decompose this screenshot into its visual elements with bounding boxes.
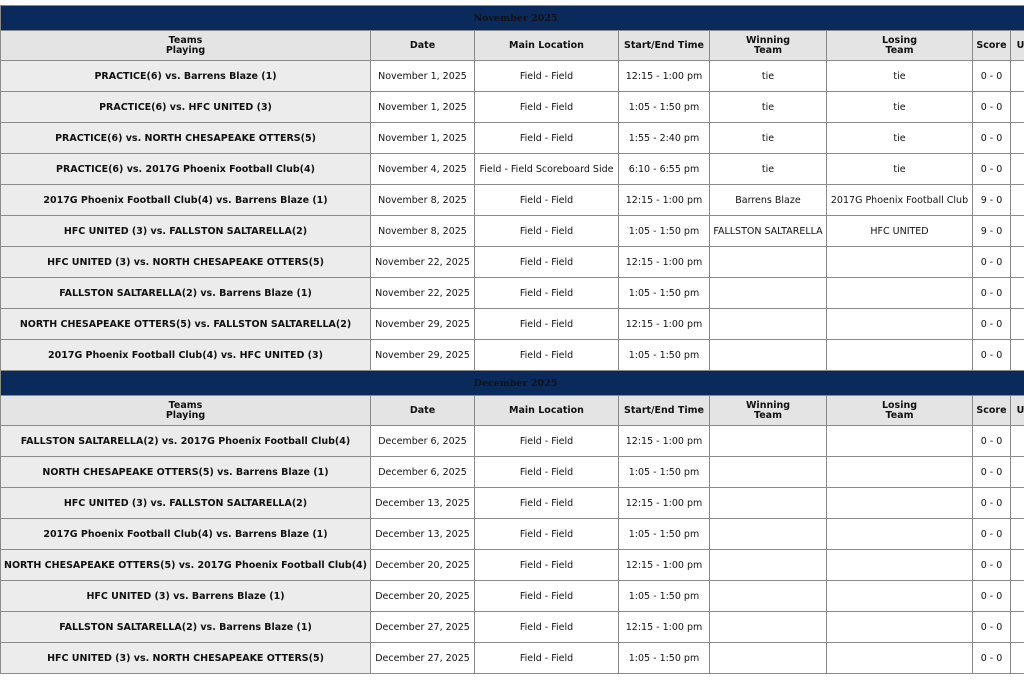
game-time: 12:15 - 1:00 pm xyxy=(619,550,710,581)
game-score: 0 - 0 xyxy=(973,643,1011,674)
teams-header-line2: Playing xyxy=(165,44,206,56)
location-column-header: Main Location xyxy=(475,396,619,426)
game-winning-team xyxy=(710,643,827,674)
game-date: November 1, 2025 xyxy=(371,61,475,92)
game-row xyxy=(1,488,1024,519)
extra-column-header: U xyxy=(1011,396,1024,426)
game-extra xyxy=(1011,247,1024,278)
game-location: Field - Field xyxy=(475,581,619,612)
game-winning-team xyxy=(710,488,827,519)
game-row xyxy=(1,92,1024,123)
score-column-header: Score xyxy=(973,31,1011,61)
game-losing-team: tie xyxy=(827,154,973,185)
game-winning-team: tie xyxy=(710,154,827,185)
game-location: Field - Field xyxy=(475,278,619,309)
location-column-header: Main Location xyxy=(475,31,619,61)
game-extra xyxy=(1011,426,1024,457)
losing-header-line1: Losing xyxy=(881,34,918,46)
game-teams: PRACTICE(6) vs. HFC UNITED (3) xyxy=(1,92,371,123)
game-losing-team xyxy=(827,581,973,612)
game-winning-team: tie xyxy=(710,92,827,123)
game-score: 0 - 0 xyxy=(973,309,1011,340)
losing-header-line2: Team xyxy=(885,409,914,421)
game-score: 0 - 0 xyxy=(973,519,1011,550)
game-location: Field - Field xyxy=(475,426,619,457)
game-date: November 8, 2025 xyxy=(371,185,475,216)
game-score: 0 - 0 xyxy=(973,426,1011,457)
game-row xyxy=(1,426,1024,457)
game-extra xyxy=(1011,581,1024,612)
game-losing-team xyxy=(827,519,973,550)
game-score: 0 - 0 xyxy=(973,61,1011,92)
game-row xyxy=(1,278,1024,309)
winning-team-column-header xyxy=(710,396,827,426)
game-time: 1:05 - 1:50 pm xyxy=(619,340,710,371)
game-date: November 29, 2025 xyxy=(371,340,475,371)
game-losing-team: 2017G Phoenix Football Club xyxy=(827,185,973,216)
losing-team-column-header xyxy=(827,396,973,426)
game-teams: 2017G Phoenix Football Club(4) vs. Barrens Blaze (1) xyxy=(1,519,371,550)
game-teams: FALLSTON SALTARELLA(2) vs. Barrens Blaze (1) xyxy=(1,612,371,643)
date-column-header: Date xyxy=(371,396,475,426)
month-header-row xyxy=(1,6,1024,31)
game-date: November 4, 2025 xyxy=(371,154,475,185)
month-title: November 2025 xyxy=(1,6,1024,31)
game-score: 0 - 0 xyxy=(973,123,1011,154)
game-losing-team: tie xyxy=(827,123,973,154)
game-date: November 22, 2025 xyxy=(371,278,475,309)
game-extra xyxy=(1011,519,1024,550)
game-losing-team: tie xyxy=(827,92,973,123)
game-losing-team xyxy=(827,309,973,340)
game-date: November 1, 2025 xyxy=(371,92,475,123)
month-header-row xyxy=(1,371,1024,396)
game-date: December 20, 2025 xyxy=(371,550,475,581)
game-location: Field - Field xyxy=(475,216,619,247)
game-extra xyxy=(1011,488,1024,519)
game-time: 12:15 - 1:00 pm xyxy=(619,61,710,92)
game-row xyxy=(1,309,1024,340)
game-extra xyxy=(1011,185,1024,216)
game-extra xyxy=(1011,457,1024,488)
winning-header-line2: Team xyxy=(754,409,782,421)
game-losing-team: HFC UNITED xyxy=(827,216,973,247)
game-losing-team: tie xyxy=(827,61,973,92)
game-teams: 2017G Phoenix Football Club(4) vs. HFC UNITED (3) xyxy=(1,340,371,371)
game-winning-team xyxy=(710,278,827,309)
game-winning-team xyxy=(710,309,827,340)
game-date: December 13, 2025 xyxy=(371,488,475,519)
game-score: 0 - 0 xyxy=(973,92,1011,123)
game-location: Field - Field xyxy=(475,247,619,278)
extra-column-header: U xyxy=(1011,31,1024,61)
game-date: December 27, 2025 xyxy=(371,612,475,643)
game-row xyxy=(1,185,1024,216)
game-extra xyxy=(1011,340,1024,371)
game-winning-team xyxy=(710,581,827,612)
game-extra xyxy=(1011,123,1024,154)
game-time: 1:55 - 2:40 pm xyxy=(619,123,710,154)
game-teams: HFC UNITED (3) vs. NORTH CHESAPEAKE OTTERS(5) xyxy=(1,247,371,278)
game-time: 12:15 - 1:00 pm xyxy=(619,247,710,278)
game-losing-team xyxy=(827,643,973,674)
game-location: Field - Field Scoreboard Side xyxy=(475,154,619,185)
game-teams: NORTH CHESAPEAKE OTTERS(5) vs. FALLSTON SALTARELLA(2) xyxy=(1,309,371,340)
game-row xyxy=(1,154,1024,185)
losing-header-line1: Losing xyxy=(881,399,918,411)
time-column-header: Start/End Time xyxy=(619,31,710,61)
game-location: Field - Field xyxy=(475,488,619,519)
game-time: 6:10 - 6:55 pm xyxy=(619,154,710,185)
date-column-header: Date xyxy=(371,31,475,61)
game-losing-team xyxy=(827,340,973,371)
game-losing-team xyxy=(827,247,973,278)
game-score: 0 - 0 xyxy=(973,488,1011,519)
game-teams: HFC UNITED (3) vs. Barrens Blaze (1) xyxy=(1,581,371,612)
game-location: Field - Field xyxy=(475,92,619,123)
time-column-header: Start/End Time xyxy=(619,396,710,426)
game-losing-team xyxy=(827,488,973,519)
game-winning-team xyxy=(710,550,827,581)
winning-header-line1: Winning xyxy=(745,399,791,411)
game-winning-team xyxy=(710,612,827,643)
game-score: 0 - 0 xyxy=(973,612,1011,643)
game-score: 0 - 0 xyxy=(973,581,1011,612)
game-winning-team xyxy=(710,247,827,278)
game-row xyxy=(1,550,1024,581)
schedule-table xyxy=(0,5,1024,674)
game-teams: FALLSTON SALTARELLA(2) vs. 2017G Phoenix Football Club(4) xyxy=(1,426,371,457)
game-row xyxy=(1,247,1024,278)
game-date: November 1, 2025 xyxy=(371,123,475,154)
game-extra xyxy=(1011,550,1024,581)
game-score: 0 - 0 xyxy=(973,340,1011,371)
month-title: December 2025 xyxy=(1,371,1024,396)
teams-header-line2: Playing xyxy=(165,409,206,421)
game-teams: 2017G Phoenix Football Club(4) vs. Barrens Blaze (1) xyxy=(1,185,371,216)
game-time: 12:15 - 1:00 pm xyxy=(619,612,710,643)
game-winning-team: Barrens Blaze xyxy=(710,185,827,216)
game-row xyxy=(1,643,1024,674)
game-extra xyxy=(1011,61,1024,92)
game-row xyxy=(1,340,1024,371)
column-header-row xyxy=(1,31,1024,61)
game-date: November 22, 2025 xyxy=(371,247,475,278)
teams-header-line1: Teams xyxy=(168,34,203,46)
game-extra xyxy=(1011,309,1024,340)
game-date: December 27, 2025 xyxy=(371,643,475,674)
game-date: December 6, 2025 xyxy=(371,457,475,488)
game-row xyxy=(1,457,1024,488)
game-score: 0 - 0 xyxy=(973,247,1011,278)
game-winning-team xyxy=(710,426,827,457)
game-time: 1:05 - 1:50 pm xyxy=(619,216,710,247)
game-location: Field - Field xyxy=(475,123,619,154)
game-teams: PRACTICE(6) vs. NORTH CHESAPEAKE OTTERS(5) xyxy=(1,123,371,154)
game-extra xyxy=(1011,92,1024,123)
game-date: November 8, 2025 xyxy=(371,216,475,247)
game-location: Field - Field xyxy=(475,550,619,581)
game-winning-team: tie xyxy=(710,123,827,154)
game-row xyxy=(1,581,1024,612)
game-time: 1:05 - 1:50 pm xyxy=(619,643,710,674)
game-location: Field - Field xyxy=(475,643,619,674)
game-time: 1:05 - 1:50 pm xyxy=(619,278,710,309)
game-row xyxy=(1,519,1024,550)
game-losing-team xyxy=(827,278,973,309)
column-header-row xyxy=(1,396,1024,426)
game-score: 0 - 0 xyxy=(973,550,1011,581)
score-column-header: Score xyxy=(973,396,1011,426)
game-score: 0 - 0 xyxy=(973,278,1011,309)
game-winning-team xyxy=(710,340,827,371)
game-extra xyxy=(1011,612,1024,643)
game-winning-team: FALLSTON SALTARELLA xyxy=(710,216,827,247)
game-row xyxy=(1,123,1024,154)
game-time: 12:15 - 1:00 pm xyxy=(619,309,710,340)
winning-header-line2: Team xyxy=(754,44,782,56)
game-teams: PRACTICE(6) vs. 2017G Phoenix Football Club(4) xyxy=(1,154,371,185)
game-time: 1:05 - 1:50 pm xyxy=(619,519,710,550)
game-time: 12:15 - 1:00 pm xyxy=(619,185,710,216)
game-row xyxy=(1,612,1024,643)
game-losing-team xyxy=(827,612,973,643)
game-score: 9 - 0 xyxy=(973,185,1011,216)
game-location: Field - Field xyxy=(475,61,619,92)
game-location: Field - Field xyxy=(475,612,619,643)
game-time: 12:15 - 1:00 pm xyxy=(619,488,710,519)
game-time: 1:05 - 1:50 pm xyxy=(619,457,710,488)
game-losing-team xyxy=(827,426,973,457)
game-extra xyxy=(1011,643,1024,674)
game-teams: PRACTICE(6) vs. Barrens Blaze (1) xyxy=(1,61,371,92)
game-extra xyxy=(1011,216,1024,247)
game-date: December 20, 2025 xyxy=(371,581,475,612)
game-date: November 29, 2025 xyxy=(371,309,475,340)
game-date: December 6, 2025 xyxy=(371,426,475,457)
game-location: Field - Field xyxy=(475,340,619,371)
game-losing-team xyxy=(827,457,973,488)
game-extra xyxy=(1011,278,1024,309)
winning-header-line1: Winning xyxy=(745,34,791,46)
game-row xyxy=(1,61,1024,92)
winning-team-column-header xyxy=(710,31,827,61)
losing-team-column-header xyxy=(827,31,973,61)
game-row xyxy=(1,216,1024,247)
game-winning-team xyxy=(710,519,827,550)
game-teams: NORTH CHESAPEAKE OTTERS(5) vs. Barrens Blaze (1) xyxy=(1,457,371,488)
teams-header-line1: Teams xyxy=(168,399,203,411)
game-location: Field - Field xyxy=(475,457,619,488)
game-date: December 13, 2025 xyxy=(371,519,475,550)
game-winning-team: tie xyxy=(710,61,827,92)
game-losing-team xyxy=(827,550,973,581)
game-teams: HFC UNITED (3) vs. NORTH CHESAPEAKE OTTERS(5) xyxy=(1,643,371,674)
game-score: 9 - 0 xyxy=(973,216,1011,247)
game-location: Field - Field xyxy=(475,185,619,216)
game-time: 12:15 - 1:00 pm xyxy=(619,426,710,457)
game-teams: HFC UNITED (3) vs. FALLSTON SALTARELLA(2) xyxy=(1,488,371,519)
game-teams: HFC UNITED (3) vs. FALLSTON SALTARELLA(2) xyxy=(1,216,371,247)
losing-header-line2: Team xyxy=(885,44,914,56)
game-teams: FALLSTON SALTARELLA(2) vs. Barrens Blaze (1) xyxy=(1,278,371,309)
game-teams: NORTH CHESAPEAKE OTTERS(5) vs. 2017G Phoenix Football Club(4) xyxy=(1,550,371,581)
game-time: 1:05 - 1:50 pm xyxy=(619,581,710,612)
teams-column-header xyxy=(1,396,371,426)
game-score: 0 - 0 xyxy=(973,154,1011,185)
game-score: 0 - 0 xyxy=(973,457,1011,488)
game-extra xyxy=(1011,154,1024,185)
game-time: 1:05 - 1:50 pm xyxy=(619,92,710,123)
game-location: Field - Field xyxy=(475,519,619,550)
game-location: Field - Field xyxy=(475,309,619,340)
teams-column-header xyxy=(1,31,371,61)
game-winning-team xyxy=(710,457,827,488)
schedule-body xyxy=(1,6,1024,674)
